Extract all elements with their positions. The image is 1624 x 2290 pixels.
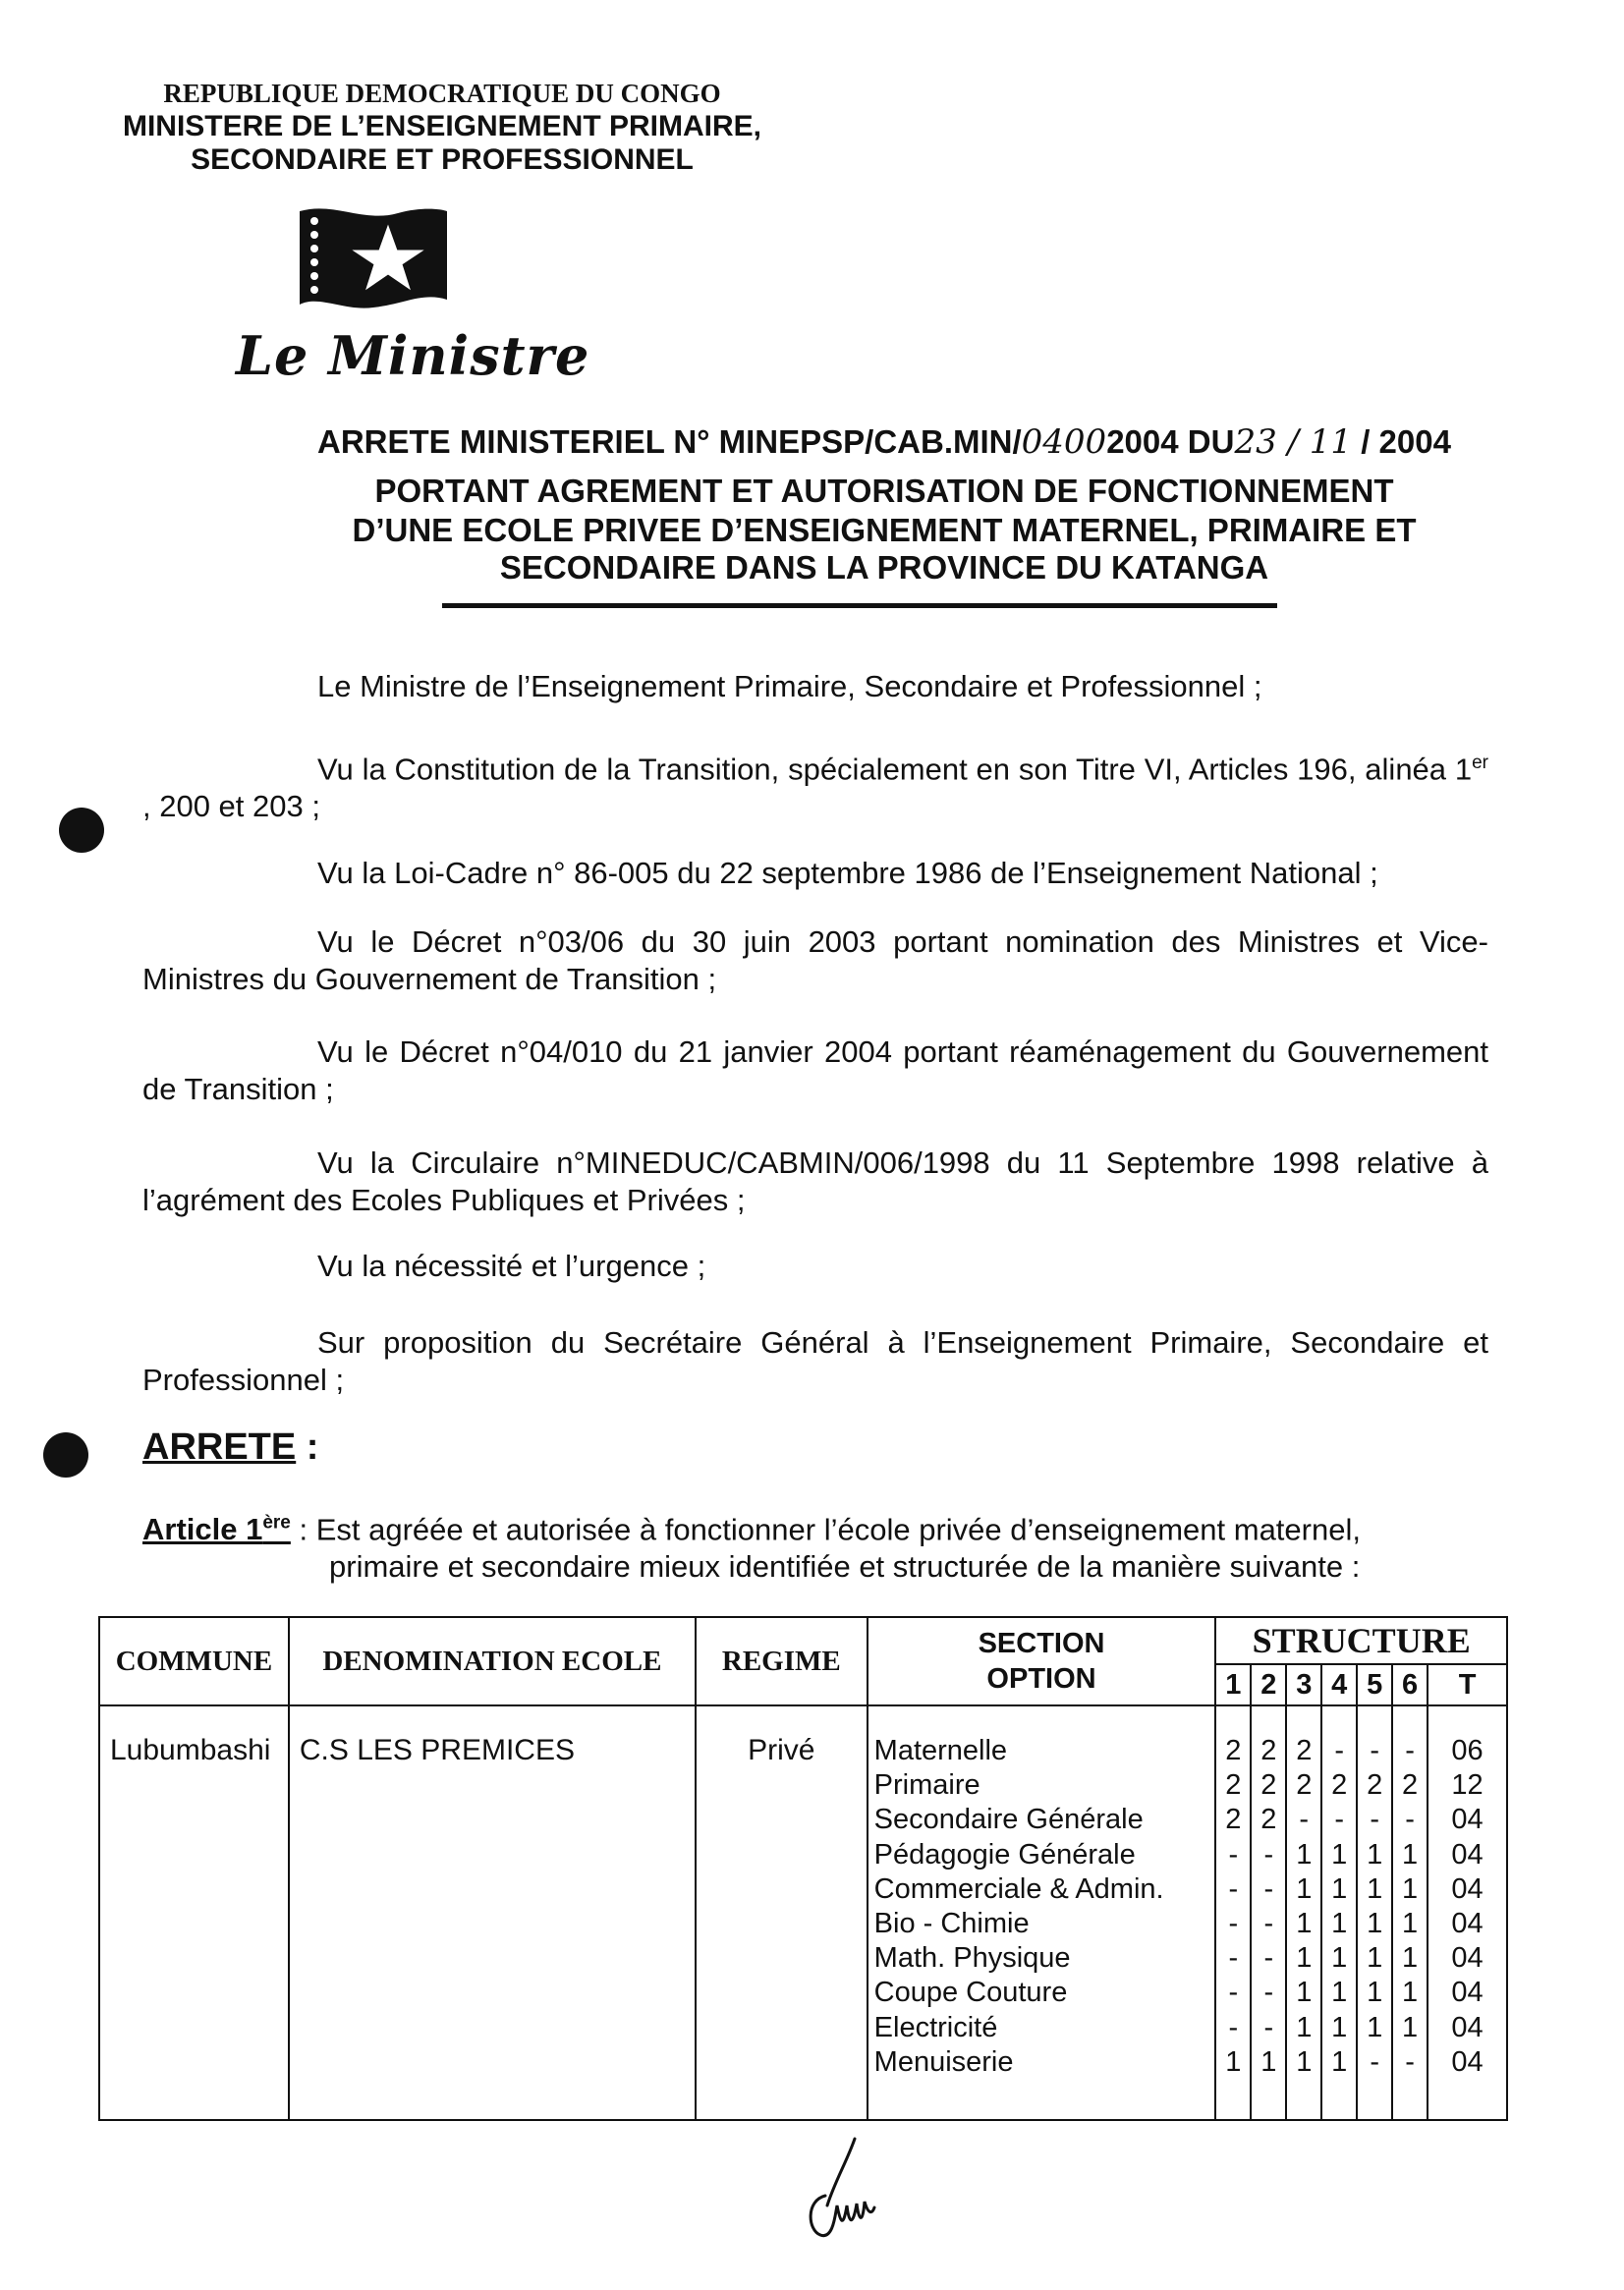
structure-value: -: [1263, 1907, 1274, 1939]
preamble-paragraph: Vu le Décret n°03/06 du 30 juin 2003 portant nomination des Ministres et Vice-Ministres du Gouvernement de Transition ;: [142, 924, 1488, 996]
structure-value: 1: [1331, 1977, 1348, 2009]
structure-value: 2: [1225, 1769, 1242, 1802]
structure-col-total: [1428, 1705, 1507, 2120]
structure-value: 1: [1367, 1942, 1383, 1975]
structure-value: 1: [1402, 1907, 1419, 1939]
structure-value: 2: [1331, 1769, 1348, 1802]
article-1-label: Article 1ère: [142, 1512, 291, 1547]
structure-col-header: 3: [1286, 1664, 1321, 1705]
ministry-heading-line1: MINISTERE DE L’ENSEIGNEMENT PRIMAIRE,: [122, 110, 762, 142]
arrete-heading: ARRETE :: [142, 1426, 319, 1468]
preamble-paragraph: Vu la nécessité et l’urgence ;: [317, 1249, 706, 1283]
structure-value: 1: [1367, 1838, 1383, 1871]
structure-value: 2: [1225, 1804, 1242, 1836]
structure-value: 1: [1296, 2011, 1313, 2043]
structure-col-header: 2: [1251, 1664, 1286, 1705]
structure-value: -: [1263, 1872, 1274, 1905]
article-1: [142, 1505, 1518, 1586]
structure-value: 04: [1451, 1907, 1484, 1939]
decree-title-line2: PORTANT AGREMENT ET AUTORISATION DE FONCTIONNEMENT: [374, 473, 1394, 509]
structure-col-2: [1251, 1705, 1286, 2120]
structure-col-3: [1286, 1705, 1321, 2120]
structure-value: 1: [1331, 1838, 1348, 1871]
structure-value: 1: [1331, 2045, 1348, 2078]
structure-value: 2: [1367, 1769, 1383, 1802]
structure-value: -: [1263, 2011, 1274, 2043]
structure-value: 1: [1331, 1907, 1348, 1939]
republic-heading: REPUBLIQUE DEMOCRATIQUE DU CONGO: [163, 79, 721, 108]
structure-value: -: [1228, 1977, 1239, 2009]
structure-value: 04: [1451, 1804, 1484, 1836]
structure-value: -: [1228, 1838, 1239, 1871]
structure-value: -: [1334, 1735, 1345, 1766]
structure-col-header: 4: [1321, 1664, 1357, 1705]
option-item: Math. Physique: [873, 1942, 1071, 1975]
structure-value: -: [1228, 1872, 1239, 1905]
structure-value: 2: [1296, 1769, 1313, 1802]
structure-value: 2: [1402, 1769, 1419, 1802]
structure-value: 1: [1367, 1907, 1383, 1939]
structure-value: -: [1370, 2045, 1379, 2078]
structure-value: -: [1299, 1804, 1310, 1836]
structure-value: 04: [1451, 1872, 1484, 1905]
structure-value: 1: [1367, 2011, 1383, 2043]
preamble-paragraph: Vu la Constitution de la Transition, spécialement en son Titre VI, Articles 196, alinéa 1er , 200 et 203 ;: [142, 752, 1488, 824]
structure-value: -: [1263, 1977, 1274, 2009]
handwritten-decree-date: 23 / 11: [1234, 422, 1353, 462]
structure-value: -: [1228, 1942, 1239, 1975]
structure-value: -: [1228, 1907, 1239, 1939]
structure-value: -: [1263, 1942, 1274, 1975]
minister-title: Le Ministre: [236, 324, 590, 387]
structure-value: 1: [1260, 2045, 1277, 2078]
cell-options: [868, 1705, 1216, 2120]
option-item: Maternelle: [873, 1735, 1008, 1766]
option-item: Pédagogie Générale: [873, 1838, 1136, 1871]
structure-value: 1: [1225, 2045, 1242, 2078]
decree-ref-prefix: ARRETE MINISTERIEL N° MINEPSP/CAB.MIN/: [317, 423, 1022, 460]
decree-year: 2004 DU: [1106, 423, 1235, 460]
structure-value: 1: [1367, 1977, 1383, 2009]
structure-value: 1: [1402, 1872, 1419, 1905]
structure-value: 1: [1402, 1942, 1419, 1975]
structure-value: 2: [1260, 1735, 1277, 1766]
structure-col-4: [1321, 1705, 1357, 2120]
structure-value: 1: [1402, 2011, 1419, 2043]
cell-commune: Lubumbashi: [99, 1705, 289, 2120]
school-structure-table: [98, 1616, 1508, 2121]
structure-value: -: [1370, 1804, 1379, 1836]
structure-value: 04: [1451, 2011, 1484, 2043]
cell-denomination: C.S LES PREMICES: [289, 1705, 696, 2120]
option-item: Bio - Chimie: [873, 1907, 1030, 1939]
structure-value: 1: [1331, 1942, 1348, 1975]
structure-value: 2: [1296, 1735, 1313, 1766]
structure-value: 1: [1331, 1872, 1348, 1905]
structure-value: 06: [1451, 1735, 1484, 1766]
preamble-paragraph: Vu la Circulaire n°MINEDUC/CABMIN/006/1998 du 11 Septembre 1998 relative à l’agrément des Ecoles Publiques et Privées ;: [142, 1145, 1488, 1217]
structure-value: 04: [1451, 1977, 1484, 2009]
preamble-paragraph: Le Ministre de l’Enseignement Primaire, Secondaire et Professionnel ;: [317, 669, 1262, 703]
structure-value: 04: [1451, 2045, 1484, 2078]
structure-col-5: [1357, 1705, 1392, 2120]
structure-value: 2: [1225, 1735, 1242, 1766]
decree-title-line1: [246, 422, 1523, 462]
handwritten-signature: [786, 2137, 924, 2245]
structure-value: 12: [1451, 1769, 1484, 1802]
structure-value: 1: [1367, 1872, 1383, 1905]
structure-value: 2: [1260, 1804, 1277, 1836]
punch-hole-mark: [43, 1432, 88, 1478]
option-item: Electricité: [873, 2011, 998, 2043]
col-header-commune: COMMUNE: [99, 1617, 289, 1705]
structure-col-6: [1392, 1705, 1428, 2120]
structure-value: 1: [1296, 2045, 1313, 2078]
preamble-paragraph: Vu le Décret n°04/010 du 21 janvier 2004 portant réaménagement du Gouvernement de Transition ;: [142, 1034, 1488, 1106]
structure-value: 1: [1296, 1907, 1313, 1939]
structure-col-header: T: [1428, 1664, 1507, 1705]
col-header-structure: STRUCTURE: [1215, 1617, 1507, 1664]
structure-value: 1: [1296, 1942, 1313, 1975]
structure-col-header: 6: [1392, 1664, 1428, 1705]
structure-value: -: [1370, 1735, 1379, 1766]
decree-ref-suffix: / 2004: [1352, 423, 1451, 460]
structure-col-header: 5: [1357, 1664, 1392, 1705]
handwritten-decree-number: 0400: [1021, 422, 1107, 462]
structure-value: 1: [1296, 1977, 1313, 2009]
decree-title-line4: SECONDAIRE DANS LA PROVINCE DU KATANGA: [499, 549, 1269, 586]
drc-flag-emblem: [295, 201, 452, 324]
option-item: Primaire: [873, 1769, 980, 1802]
option-item: Coupe Couture: [873, 1977, 1068, 2009]
col-header-section-option: SECTION OPTION: [868, 1617, 1216, 1705]
title-underline: [442, 603, 1277, 608]
preamble-paragraph: Sur proposition du Secrétaire Général à l’Enseignement Primaire, Secondaire et Professionnel ;: [142, 1325, 1488, 1397]
structure-value: 1: [1296, 1838, 1313, 1871]
decree-title-line3: D’UNE ECOLE PRIVEE D’ENSEIGNEMENT MATERNEL, PRIMAIRE ET: [352, 512, 1417, 548]
structure-value: 1: [1331, 2011, 1348, 2043]
structure-value: -: [1334, 1804, 1345, 1836]
option-item: Secondaire Générale: [873, 1804, 1144, 1836]
structure-value: 1: [1402, 1977, 1419, 2009]
structure-value: 04: [1451, 1942, 1484, 1975]
col-header-denomination: DENOMINATION ECOLE: [289, 1617, 696, 1705]
col-header-regime: REGIME: [696, 1617, 868, 1705]
structure-value: 1: [1296, 1872, 1313, 1905]
article-1-text-continued: primaire et secondaire mieux identifiée et structurée de la manière suivante :: [329, 1549, 1361, 1585]
option-item: Menuiserie: [873, 2045, 1014, 2078]
preamble-paragraph: Vu la Loi-Cadre n° 86-005 du 22 septembre 1986 de l’Enseignement National ;: [317, 856, 1378, 890]
structure-value: 04: [1451, 1838, 1484, 1871]
punch-hole-mark: [59, 808, 104, 853]
structure-value: -: [1263, 1838, 1274, 1871]
option-item: Commerciale & Admin.: [873, 1872, 1164, 1905]
structure-value: -: [1405, 1735, 1415, 1766]
cell-regime: Privé: [696, 1705, 868, 2120]
structure-value: -: [1228, 2011, 1239, 2043]
ministry-heading-line2: SECONDAIRE ET PROFESSIONNEL: [191, 143, 694, 176]
article-1-text: : Est agréée et autorisée à fonctionner l’école privée d’enseignement maternel,: [290, 1512, 1361, 1547]
structure-value: -: [1405, 2045, 1415, 2078]
structure-value: -: [1405, 1804, 1415, 1836]
structure-col-1: [1215, 1705, 1251, 2120]
structure-value: 2: [1260, 1769, 1277, 1802]
structure-value: 1: [1402, 1838, 1419, 1871]
structure-col-header: 1: [1215, 1664, 1251, 1705]
